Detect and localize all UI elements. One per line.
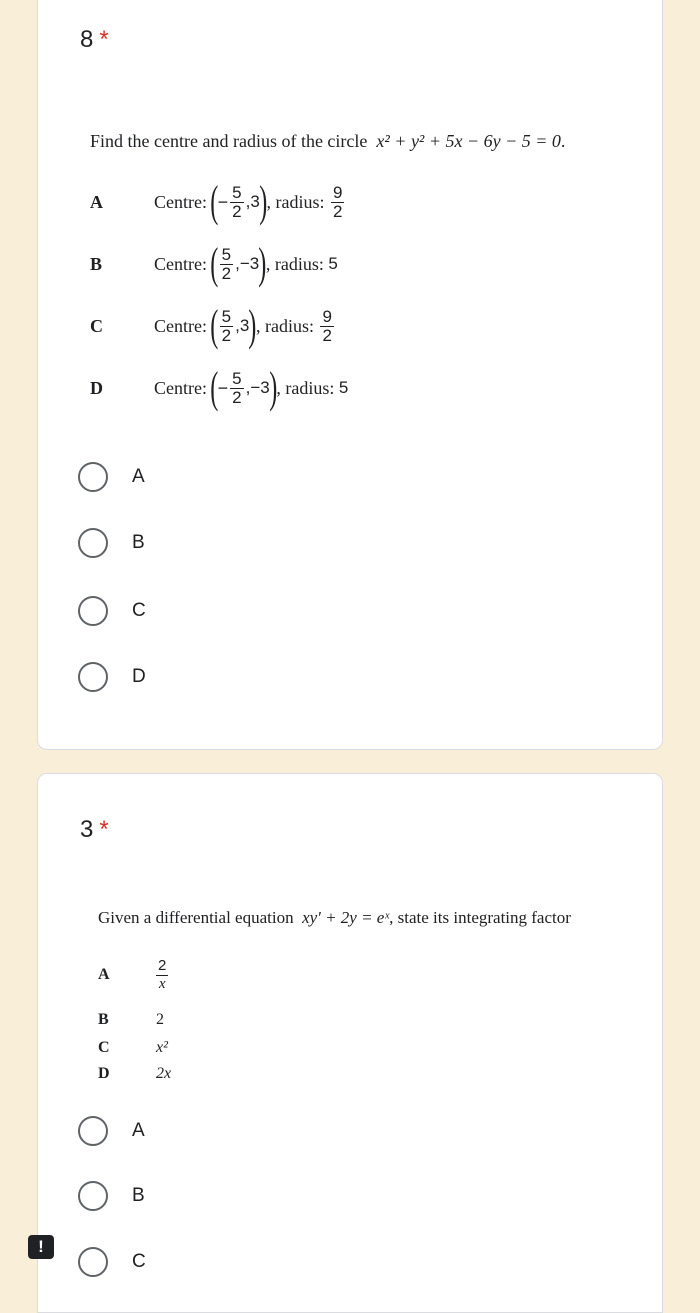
radio-choice-c[interactable]: C bbox=[78, 1244, 146, 1280]
math-option-d: D 2x bbox=[98, 1065, 172, 1082]
math-option-c: C x² bbox=[98, 1039, 168, 1056]
equation: x² + y² + 5x − 6y − 5 = 0 bbox=[376, 131, 561, 151]
radio-button[interactable] bbox=[78, 462, 108, 492]
radio-choice-c[interactable]: C bbox=[78, 593, 146, 629]
question-number: 8 * bbox=[80, 26, 109, 53]
math-option-a: A Centre: ( − $\frac{5}{2}$ , 3 ) , radius: $\frac{9}{2}$ bbox=[90, 177, 343, 226]
radio-choice-d[interactable]: D bbox=[78, 659, 146, 695]
alert-badge[interactable]: ! bbox=[28, 1235, 54, 1259]
required-marker: * bbox=[99, 816, 109, 843]
radio-button[interactable] bbox=[78, 1116, 108, 1146]
radio-choice-a[interactable]: A bbox=[78, 1113, 145, 1149]
radio-button[interactable] bbox=[78, 596, 108, 626]
radio-button[interactable] bbox=[78, 1181, 108, 1211]
radio-button[interactable] bbox=[78, 662, 108, 692]
question-stem: Find the centre and radius of the circle x² + y² + 5x − 6y − 5 = 0. bbox=[90, 131, 566, 151]
math-option-c: C Centre: ( $\frac{5}{2}$ , 3 ) , radius: $\frac{9}{2}$ bbox=[90, 301, 332, 350]
question-stem: Given a differential equation xy' + 2y = eˣ, state its integrating factor bbox=[98, 908, 571, 927]
math-option-d: D Centre: ( − $\frac{5}{2}$ , −3 ) , radius: 5 bbox=[90, 363, 349, 412]
math-option-a: A $\frac{2}{x}$ bbox=[98, 957, 167, 992]
math-option-b: B Centre: ( $\frac{5}{2}$ , −3 ) , radius: 5 bbox=[90, 239, 338, 288]
radio-button[interactable] bbox=[78, 1247, 108, 1277]
required-marker: * bbox=[99, 26, 109, 53]
radio-choice-a[interactable]: A bbox=[78, 459, 145, 495]
radio-button[interactable] bbox=[78, 528, 108, 558]
equation: xy' + 2y = eˣ bbox=[302, 908, 390, 927]
math-option-b: B 2 bbox=[98, 1011, 164, 1028]
question-card-8 bbox=[37, 0, 663, 750]
question-number: 3 * bbox=[80, 816, 109, 843]
radio-choice-b[interactable]: B bbox=[78, 525, 145, 561]
question-card-3 bbox=[37, 773, 663, 1313]
radio-choice-b[interactable]: B bbox=[78, 1178, 145, 1214]
